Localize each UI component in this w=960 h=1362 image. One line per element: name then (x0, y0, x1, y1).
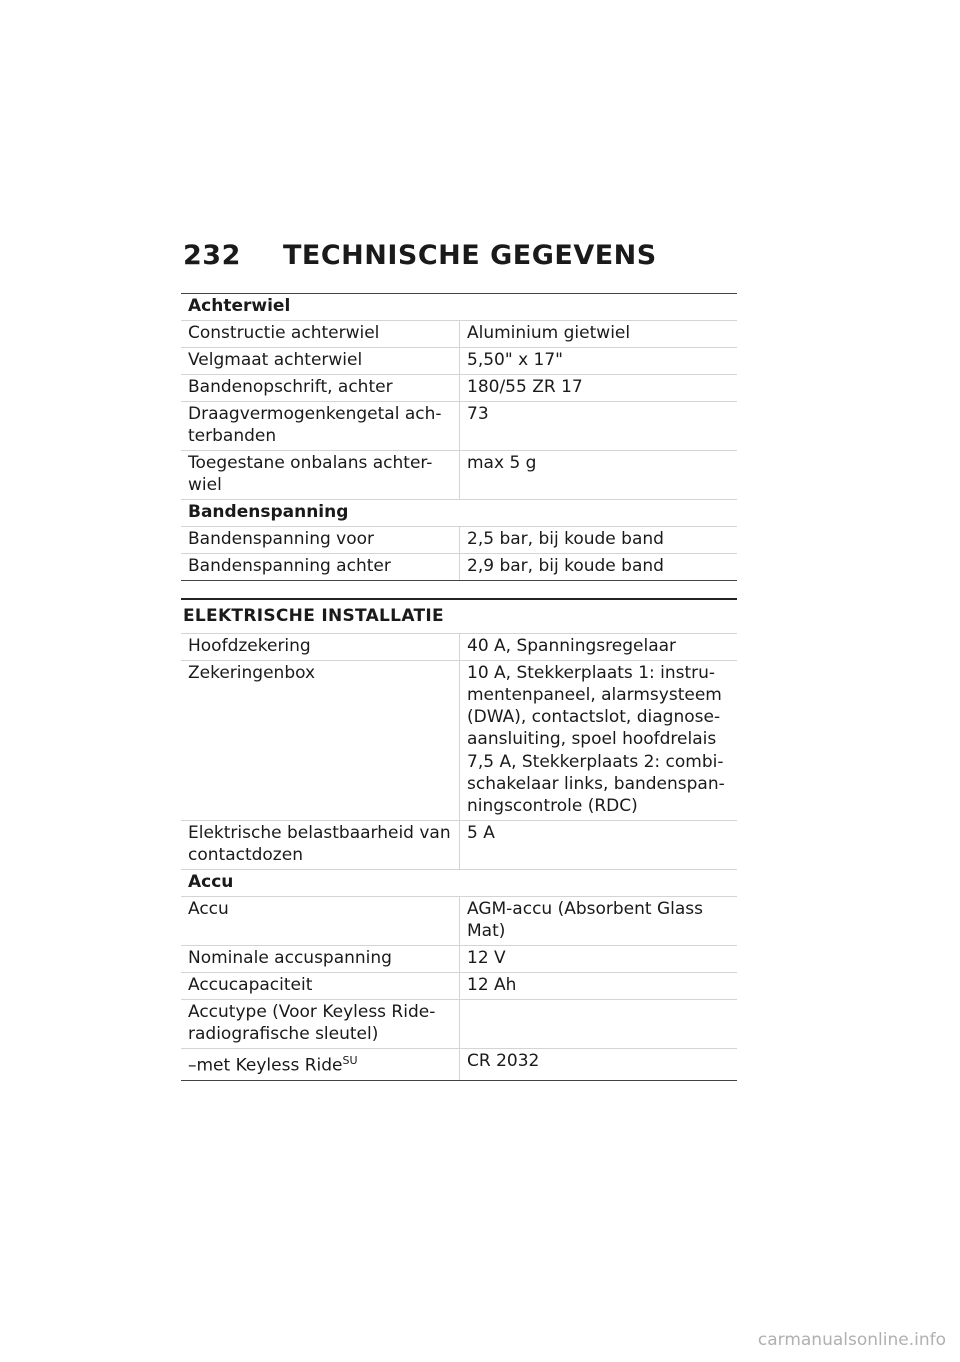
spec-value: 5 A (460, 821, 738, 870)
group-row (181, 500, 737, 527)
spec-value: 73 (460, 402, 738, 451)
spec-table-electrical (181, 633, 737, 1081)
spec-value: 12 V (460, 946, 738, 973)
table-row (181, 897, 737, 946)
content (181, 293, 737, 1081)
spec-value: CR 2032 (460, 1049, 738, 1081)
superscript-code: SU (342, 1054, 358, 1067)
group-title-accu: Accu (181, 870, 737, 897)
spec-label: Bandenspanning voor (181, 527, 460, 554)
spec-value: 40 A, Spanningsregelaar (460, 634, 738, 661)
spec-value: max 5 g (460, 451, 738, 500)
spec-value: Aluminium gietwiel (460, 321, 738, 348)
spec-value: 2,5 bar, bij koude band (460, 527, 738, 554)
spec-label (181, 1049, 460, 1081)
group-title-achterwiel: Achterwiel (181, 294, 737, 321)
spec-label: Constructie achterwiel (181, 321, 460, 348)
table-row (181, 946, 737, 973)
watermark: carmanualsonline.info (757, 1330, 946, 1350)
spec-value: AGM-accu (Absorbent Glass Mat) (460, 897, 738, 946)
spec-label: Accutype (Voor Keyless Ride-radiografische sleutel) (181, 1000, 460, 1049)
table-row (181, 634, 737, 661)
spec-label: Elektrische belastbaarheid van contactdozen (181, 821, 460, 870)
spec-label: Toegestane onbalans achter-wiel (181, 451, 460, 500)
spec-label: Bandenopschrift, achter (181, 375, 460, 402)
table-row (181, 402, 737, 451)
spec-value-line: 10 A, Stekkerplaats 1: instru-mentenpaneel, alarmsysteem (DWA), contactslot, diagnose-aansluiting, spoel hoofdrelais (467, 663, 722, 749)
spec-value-line: 7,5 A, Stekkerplaats 2: combi-schakelaar links, bandenspan-ningscontrole (RDC) (467, 752, 725, 816)
spec-label-text: –met Keyless Ride (188, 1055, 343, 1076)
spec-value: 180/55 ZR 17 (460, 375, 738, 402)
table-row (181, 527, 737, 554)
table-row (181, 1049, 737, 1081)
table-row (181, 348, 737, 375)
group-title-bandenspanning: Bandenspanning (181, 500, 737, 527)
spec-label: Hoofdzekering (181, 634, 460, 661)
page-title: TECHNISCHE GEGEVENS (283, 240, 657, 271)
table-row (181, 554, 737, 581)
section-title: ELEKTRISCHE INSTALLATIE (181, 598, 737, 633)
spec-label: Bandenspanning achter (181, 554, 460, 581)
spec-label: Draagvermogenkengetal ach-terbanden (181, 402, 460, 451)
page-header (183, 240, 743, 271)
spec-table-wheels (181, 293, 737, 581)
page-number: 232 (183, 240, 241, 271)
table-row (181, 375, 737, 402)
spec-value (460, 661, 738, 821)
spec-value: 5,50" x 17" (460, 348, 738, 375)
table-row (181, 821, 737, 870)
group-row (181, 294, 737, 321)
table-row (181, 1000, 737, 1049)
spec-label: Nominale accuspanning (181, 946, 460, 973)
table-row (181, 661, 737, 821)
group-row (181, 870, 737, 897)
spec-value: 12 Ah (460, 973, 738, 1000)
spec-label: Accu (181, 897, 460, 946)
spec-label: Velgmaat achterwiel (181, 348, 460, 375)
spec-value: 2,9 bar, bij koude band (460, 554, 738, 581)
table-row (181, 973, 737, 1000)
table-row (181, 321, 737, 348)
spec-label: Zekeringenbox (181, 661, 460, 821)
spec-label: Accucapaciteit (181, 973, 460, 1000)
spec-value-empty (460, 1000, 738, 1049)
table-row (181, 451, 737, 500)
